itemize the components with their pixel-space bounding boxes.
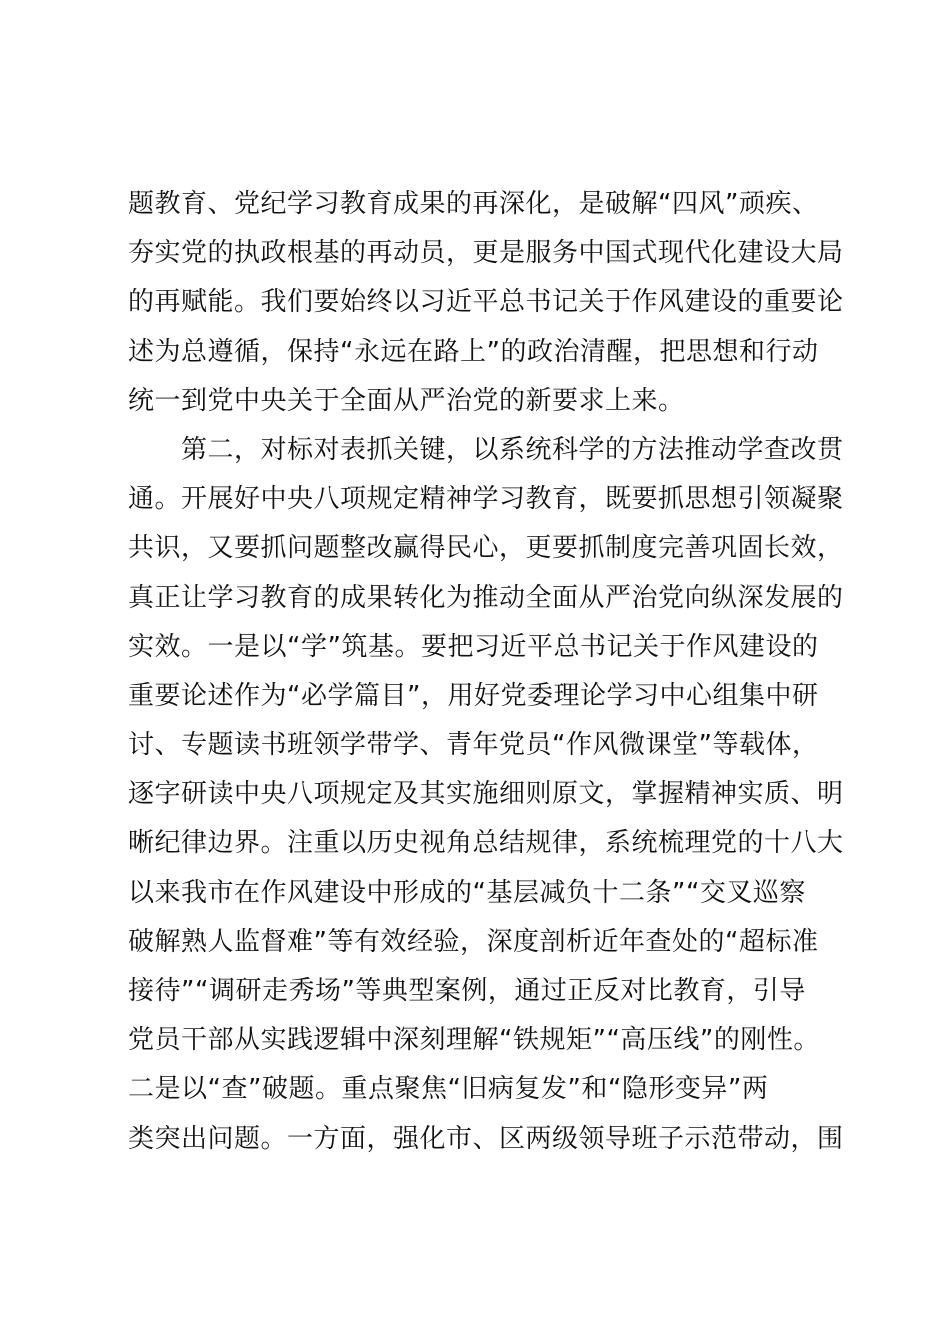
text-line: 重要论述作为“必学篇目”，用好党委理论学习中心组集中研 — [128, 680, 819, 711]
text-line: 通。开展好中央八项规定精神学习教育，既要抓思想引领凝聚 — [128, 484, 844, 515]
text-line: 讨、专题读书班领学带学、青年党员“作风微课堂”等载体， — [128, 730, 819, 761]
text-line: 党员干部从实践逻辑中深刻理解“铁规矩”“高压线”的刚性。 — [128, 1025, 820, 1056]
text-line: 实效。一是以“学”筑基。要把习近平总书记关于作风建设的 — [128, 631, 819, 662]
text-line: 破解熟人监督难”等有效经验，深度剖析近年查处的“超标准 — [128, 926, 819, 957]
text-line: 真正让学习教育的成果转化为推动全面从严治党向纵深发展的 — [128, 582, 844, 613]
text-line: 二是以“查”破题。重点聚焦“旧病复发”和“隐形变异”两 — [128, 1074, 769, 1105]
text-line: 晰纪律边界。注重以历史视角总结规律，系统梳理党的十八大 — [128, 828, 844, 859]
text-line: 以来我市在作风建设中形成的“基层减负十二条”“交叉巡察 — [128, 877, 806, 908]
text-line: 第二，对标对表抓关键，以系统科学的方法推动学查改贯 — [128, 434, 844, 465]
text-line: 述为总遵循，保持“永远在路上”的政治清醒，把思想和行动 — [128, 336, 819, 367]
text-line: 逐字研读中央八项规定及其实施细则原文，掌握精神实质、明 — [128, 779, 844, 810]
text-line: 统一到党中央关于全面从严治党的新要求上来。 — [128, 385, 685, 416]
text-line: 题教育、党纪学习教育成果的再深化，是破解“四风”顽疾、 — [128, 189, 819, 219]
text-line: 类突出问题。一方面，强化市、区两级领导班子示范带动，围 — [128, 1123, 844, 1154]
text-line: 的再赋能。我们要始终以习近平总书记关于作风建设的重要论 — [128, 287, 844, 318]
text-line: 夯实党的执政根基的再动员，更是服务中国式现代化建设大局 — [128, 238, 844, 269]
body-text — [128, 180, 844, 1164]
text-line: 接待”“调研走秀场”等典型案例，通过正反对比教育，引导 — [128, 976, 806, 1006]
text-line: 共识，又要抓问题整改赢得民心，更要抓制度完善巩固长效， — [128, 533, 844, 564]
